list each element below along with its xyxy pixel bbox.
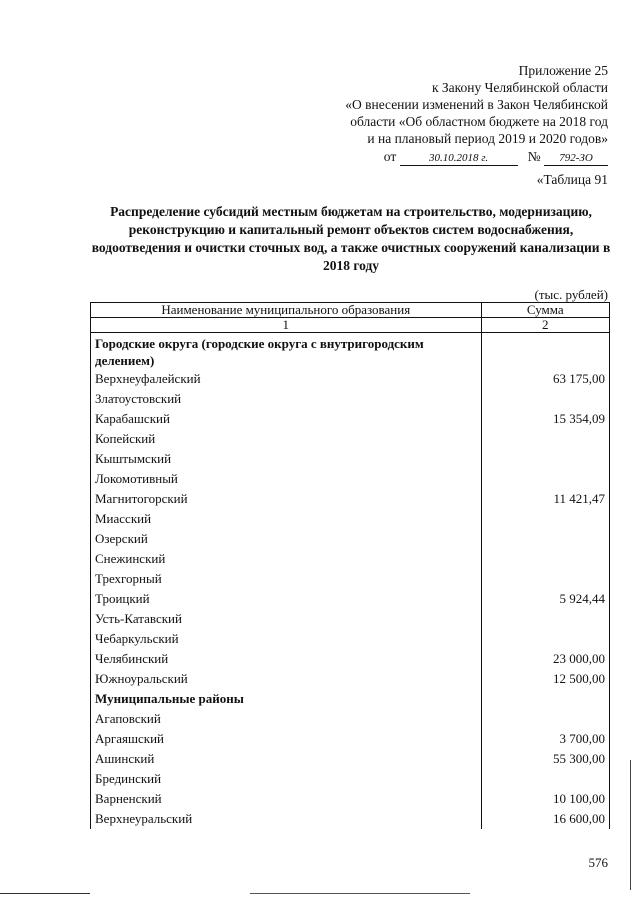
table-reference: «Таблица 91 [536,172,608,187]
subsidy-amount: 5 924,44 [481,589,609,609]
column-number-2: 2 [481,318,609,333]
subsidy-amount: 3 700,00 [481,729,609,749]
table-row [91,709,610,729]
appendix-line: области «Об областном бюджете на 2018 год [350,114,608,129]
appendix-line: «О внесении изменений в Закон Челябинской [345,97,608,112]
page-number: 576 [588,855,608,870]
municipality-name: Брединский [91,769,482,789]
municipality-name: Трехгорный [91,569,482,589]
municipality-name: Южноуральский [91,669,482,689]
appendix-line: к Закону Челябинской области [431,80,608,95]
subsidy-amount [481,529,609,549]
table-row [91,549,610,569]
table-row [91,509,610,529]
table-row [91,629,610,649]
table-row [91,729,610,749]
table-row [91,429,610,449]
municipality-name: Магнитогорский [91,489,482,509]
table-column-numbers-row [91,318,610,333]
subsidy-amount: 23 000,00 [481,649,609,669]
subsidy-amount [481,509,609,529]
municipality-name: Чебаркульский [91,629,482,649]
table-row [91,449,610,469]
municipality-name: Варненский [91,789,482,809]
appendix-header [228,62,608,166]
law-date: 30.10.2018 г. [400,152,518,166]
municipality-name: Ашинский [91,749,482,769]
municipality-name: Верхнеуральский [91,809,482,829]
law-number: 792-ЗО [544,152,608,166]
section-title: Муниципальные районы [91,689,482,709]
from-label: от [383,149,397,164]
scan-artifact-line [0,893,90,894]
subsidy-amount [481,429,609,449]
table-row [91,789,610,809]
municipality-name: Аргаяшский [91,729,482,749]
municipality-name: Кыштымский [91,449,482,469]
units-label: (тыс. рублей) [534,287,608,302]
table-row [91,649,610,669]
subsidy-amount [481,609,609,629]
table-row [91,749,610,769]
table-row [91,809,610,829]
law-signature-line [228,148,608,166]
table-row [91,389,610,409]
header-sum: Сумма [481,303,609,318]
subsidy-table [90,302,610,829]
section-value [481,689,609,709]
appendix-line: и на плановый период 2019 и 2020 годов» [367,131,608,146]
municipality-name: Копейский [91,429,482,449]
subsidy-amount: 55 300,00 [481,749,609,769]
section-title: Городские округа (городские округа с внутригородским делением) [91,333,482,370]
subsidy-amount: 63 175,00 [481,369,609,389]
section-row-urban-districts [91,333,610,370]
document-title: Распределение субсидий местным бюджетам на строительство, модернизацию, реконструкцию и капитальный ремонт объектов систем водоснабжения, водоотведения и очистки сточных вод, а также очистных сооружений канализации в 2018 году [91,204,611,273]
table-row [91,769,610,789]
table-row [91,469,610,489]
subsidy-amount [481,389,609,409]
subsidy-amount: 15 354,09 [481,409,609,429]
section-row-municipal-districts [91,689,610,709]
table-row [91,409,610,429]
municipality-name: Озерский [91,529,482,549]
table-row [91,489,610,509]
table-row [91,589,610,609]
municipality-name: Челябинский [91,649,482,669]
table-header-row [91,303,610,318]
table-row [91,609,610,629]
municipality-name: Агаповский [91,709,482,729]
subsidy-amount [481,449,609,469]
subsidy-amount: 16 600,00 [481,809,609,829]
scan-artifact-line [630,760,631,890]
municipality-name: Усть-Катавский [91,609,482,629]
municipality-name: Златоустовский [91,389,482,409]
municipality-name: Миасский [91,509,482,529]
table-row [91,369,610,389]
subsidy-amount [481,769,609,789]
number-label: № [527,149,541,164]
municipality-name: Троицкий [91,589,482,609]
section-value [481,333,609,370]
subsidy-amount: 11 421,47 [481,489,609,509]
header-municipality: Наименование муниципального образования [91,303,482,318]
subsidy-amount: 10 100,00 [481,789,609,809]
subsidy-amount [481,709,609,729]
appendix-line: Приложение 25 [518,63,608,78]
subsidy-amount: 12 500,00 [481,669,609,689]
table-row [91,569,610,589]
subsidy-amount [481,469,609,489]
column-number-1: 1 [91,318,482,333]
subsidy-amount [481,629,609,649]
subsidy-amount [481,569,609,589]
municipality-name: Карабашский [91,409,482,429]
municipality-name: Локомотивный [91,469,482,489]
scan-artifact-line [250,893,470,894]
municipality-name: Снежинский [91,549,482,569]
municipality-name: Верхнеуфалейский [91,369,482,389]
table-row [91,669,610,689]
subsidy-amount [481,549,609,569]
table-row [91,529,610,549]
